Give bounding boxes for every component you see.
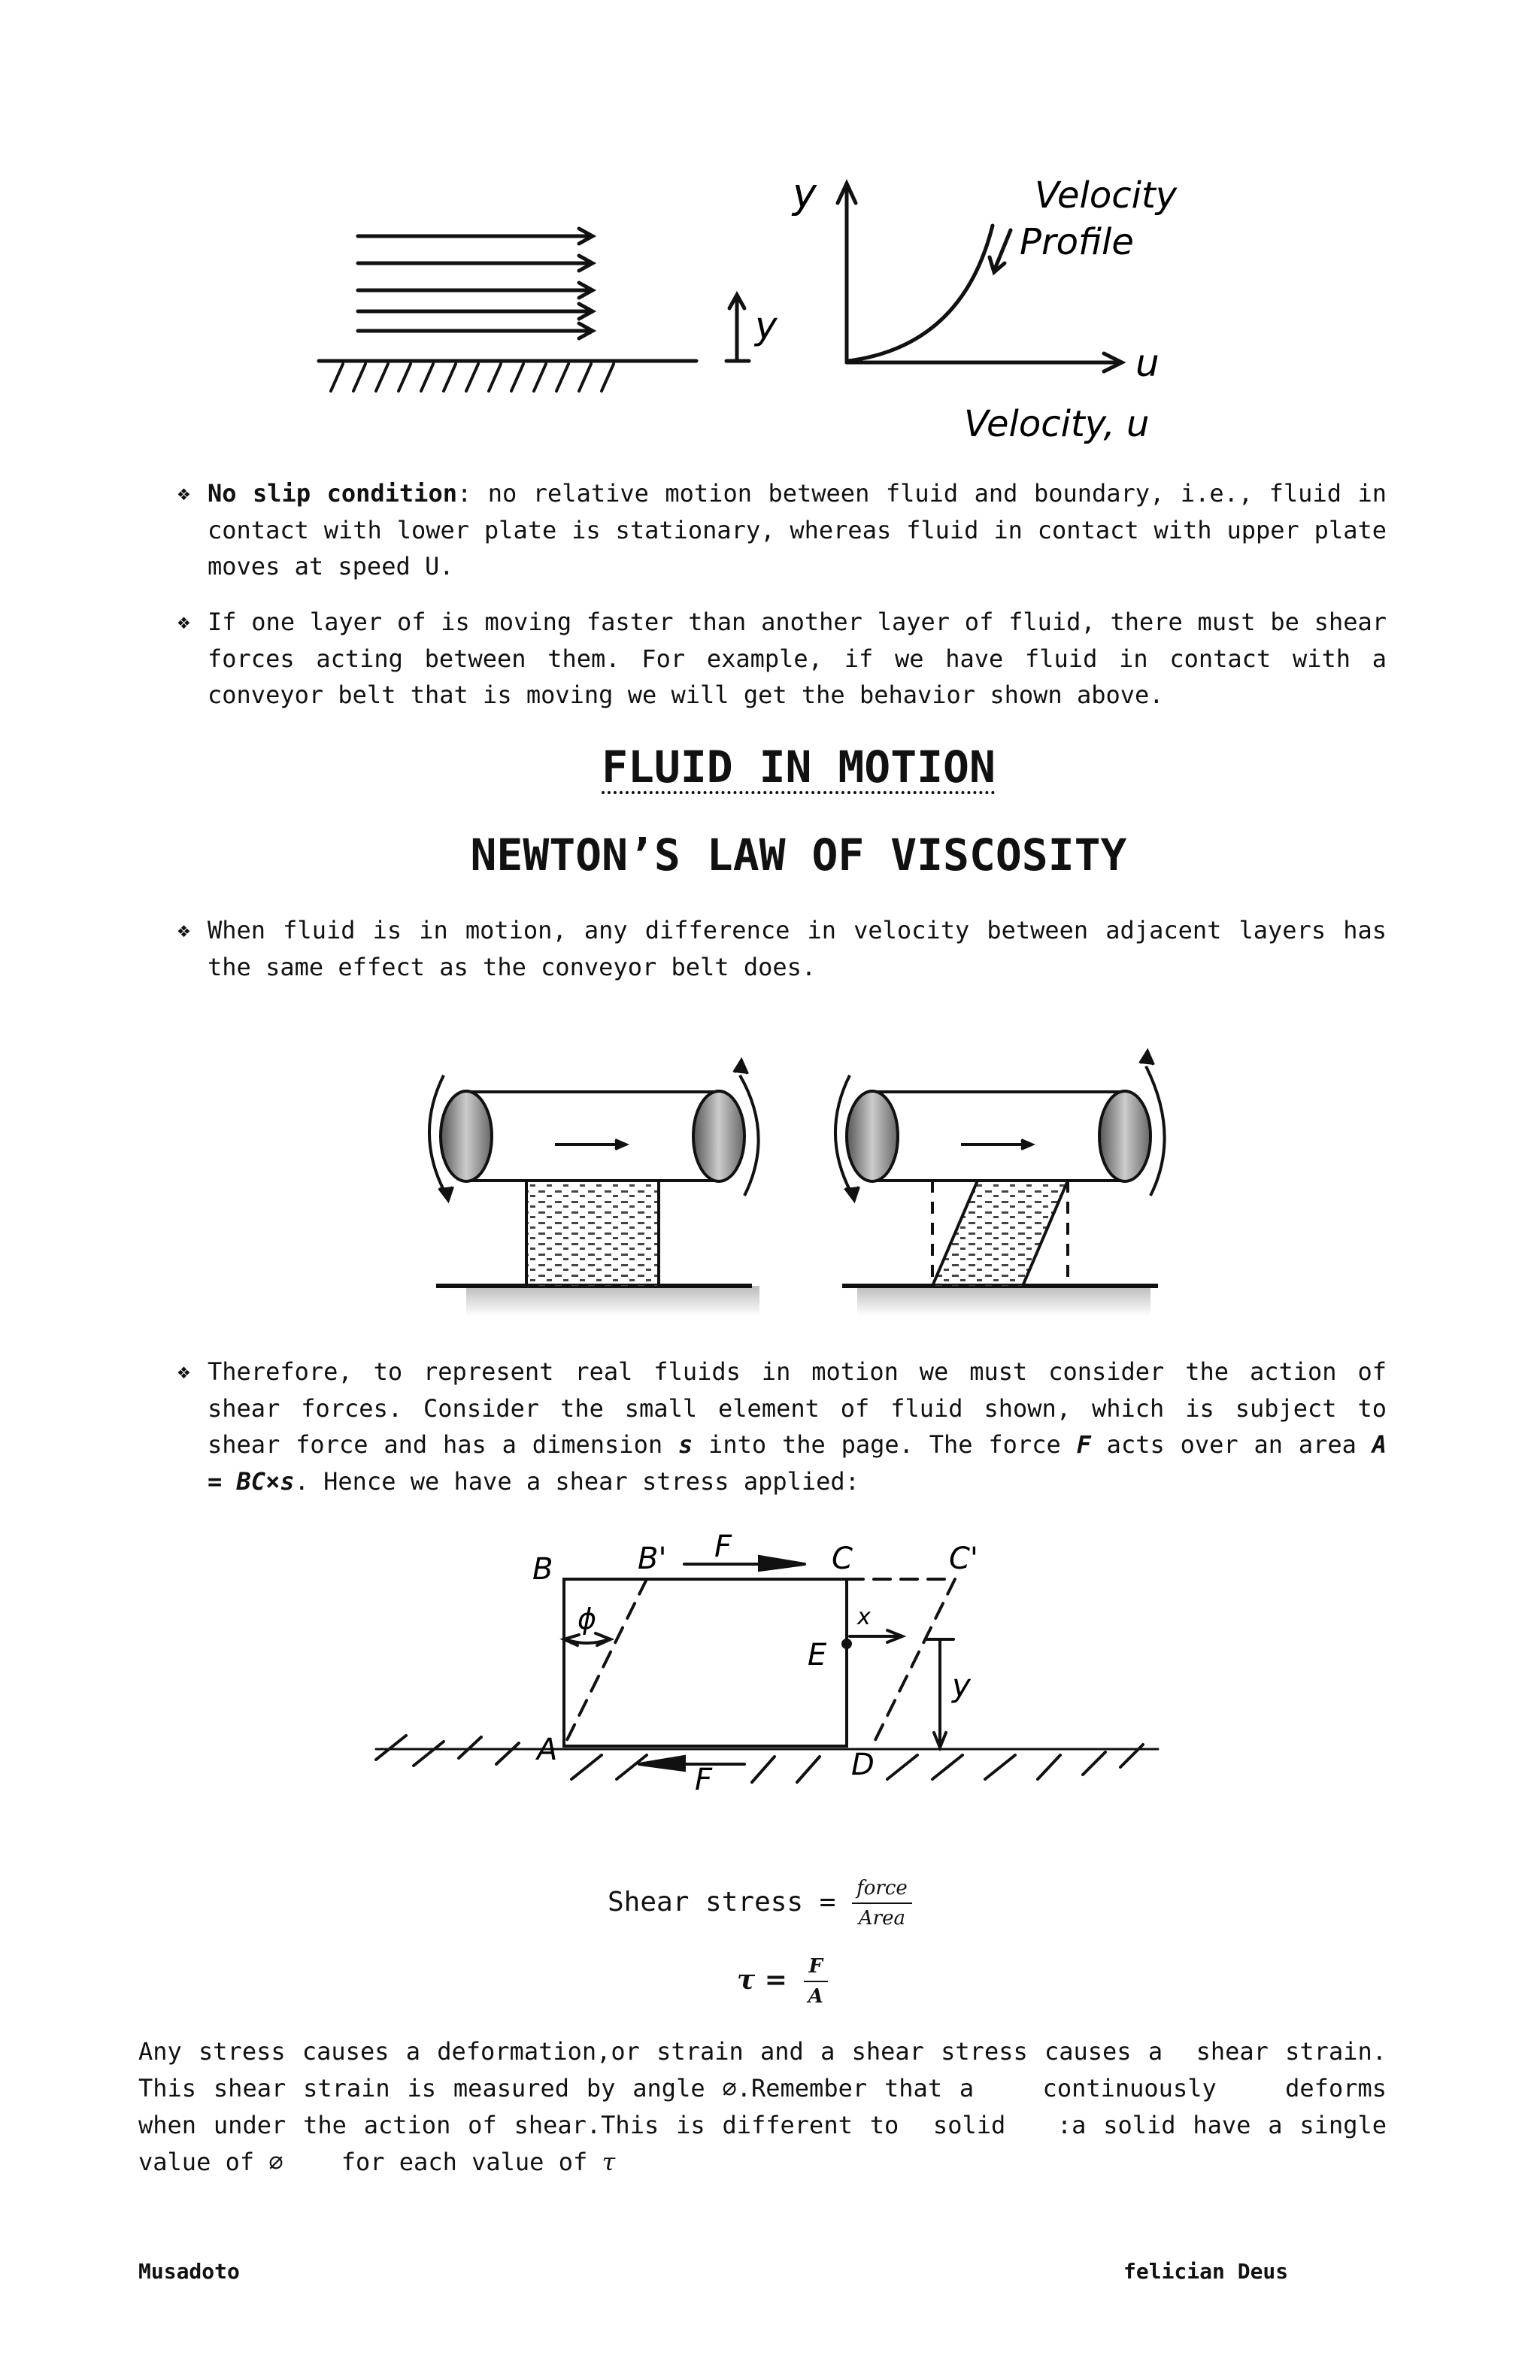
- angle-phi: ϕ: [578, 1602, 597, 1636]
- corner-D: D: [851, 1748, 875, 1782]
- displacement-x: x: [857, 1604, 871, 1630]
- bullet-icon: ❖: [177, 481, 190, 505]
- conveyor-paragraph: When fluid is in motion, any difference in velocity between adjacent layers has the same effect as the conveyor belt does.: [208, 916, 1387, 981]
- force-bottom-label: F: [695, 1763, 713, 1797]
- u-axis-label: u: [1135, 341, 1160, 385]
- bullet-icon: ❖: [177, 1359, 190, 1384]
- fluid-element-diagram: [361, 1527, 1188, 1812]
- tau-symbol: τ: [602, 2148, 616, 2176]
- velocity-profile-diagram: [301, 158, 1226, 459]
- shear-forces-paragraph: If one layer of is moving faster than another layer of fluid, there must be shear forces acting between them. For example, if we have fluid in contact with a conveyor belt that is moving we will get the behavior shown above.: [208, 608, 1387, 709]
- velocity-profile-label-2: Profile: [1020, 221, 1134, 263]
- velocity-profile-label-1: Velocity: [1035, 174, 1178, 217]
- y-height-label: y: [755, 304, 778, 347]
- bullet-icon: ❖: [177, 609, 190, 634]
- force-F: F: [1076, 1430, 1091, 1459]
- conveyor-belt-diagram: [421, 1030, 1173, 1331]
- shear-stress-equation: Shear stress = $\frac{\text{force}}{\text{Area}}$: [608, 1877, 912, 1930]
- point-E: E: [808, 1638, 827, 1672]
- area-expression: A = BC×s: [208, 1430, 1387, 1496]
- dimension-s: s: [678, 1430, 693, 1459]
- height-y: y: [952, 1667, 971, 1704]
- heading-newtons-law: NEWTON’S LAW OF VISCOSITY: [470, 829, 1127, 881]
- shear-element-paragraph: Therefore, to represent real fluids in motion we must consider the action of shear forces. Consider the small element of fluid shown, which is subject to shear force and has a dimension s into the page. The force F acts over an area A = BC×s. Hence we have a shear stress applied:: [208, 1357, 1387, 1496]
- bullet-icon: ❖: [177, 917, 190, 942]
- corner-A: A: [537, 1733, 558, 1767]
- tau-equation: τ = $\frac{F}{A}$: [737, 1955, 828, 2008]
- no-slip-term: No slip condition: [208, 479, 457, 508]
- y-axis-label: y: [793, 170, 817, 217]
- velocity-axis-title: Velocity, u: [964, 403, 1150, 445]
- no-slip-text: : no relative motion between fluid and boundary, i.e., fluid in contact with lower plate is stationary, whereas fluid in contact with upper plate moves at speed U.: [208, 479, 1387, 581]
- corner-C: C: [832, 1542, 853, 1576]
- footer-right: felician Deus: [1123, 2259, 1289, 2284]
- force-top-label: F: [714, 1530, 732, 1564]
- no-slip-paragraph: [208, 475, 1387, 585]
- strain-paragraph: Any stress causes a deformation,or strain and a shear stress causes a shear strain. This shear strain is measured by angle ∅.Remember that a continuously deforms when under the action of shear.This is different to solid :a solid have a single value of ∅ for each value of τ: [138, 2037, 1402, 2176]
- footer-left: Musadoto: [138, 2259, 240, 2284]
- corner-C-prime: C': [949, 1542, 978, 1576]
- corner-B: B: [532, 1552, 553, 1587]
- heading-fluid-in-motion: FLUID IN MOTION: [602, 741, 996, 793]
- corner-B-prime: B': [638, 1542, 667, 1576]
